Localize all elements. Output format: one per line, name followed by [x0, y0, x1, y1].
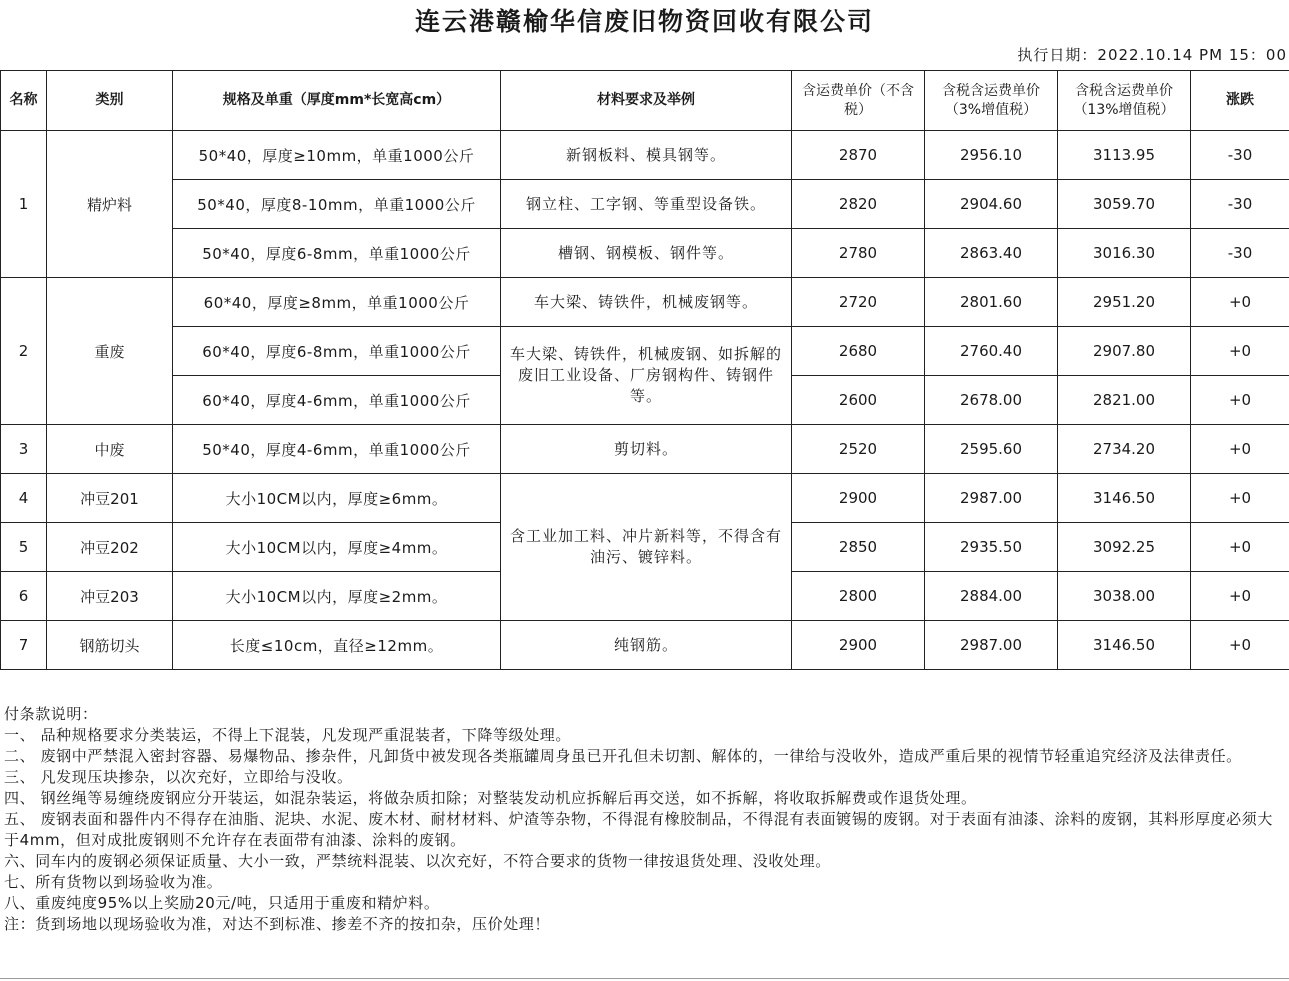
terms-heading: 付条款说明：: [4, 705, 98, 723]
row-price: 2780: [792, 229, 925, 278]
row-change: +0: [1191, 621, 1289, 670]
row-spec: 50*40，厚度6-8mm，单重1000公斤: [173, 229, 501, 278]
row-change: +0: [1191, 278, 1289, 327]
row-number: 3: [1, 425, 47, 474]
row-price-13pct: 3016.30: [1058, 229, 1191, 278]
row-number: 1: [1, 131, 47, 278]
terms-item: 四、 钢丝绳等易缠绕废钢应分开装运，如混杂装运，将做杂质扣除；对整装发动机应拆解后再交送，如不拆解，将收取拆解费或作退货处理。: [4, 789, 977, 807]
row-category: 冲豆203: [47, 572, 173, 621]
header-change: 涨跌: [1191, 71, 1289, 131]
row-material: 剪切料。: [501, 425, 792, 474]
row-price-3pct: 2760.40: [925, 327, 1058, 376]
row-price: 2720: [792, 278, 925, 327]
row-change: +0: [1191, 572, 1289, 621]
row-spec: 50*40，厚度8-10mm，单重1000公斤: [173, 180, 501, 229]
terms-item: 三、 凡发现压块掺杂，以次充好，立即给与没收。: [4, 768, 353, 786]
row-price: 2900: [792, 621, 925, 670]
row-price: 2800: [792, 572, 925, 621]
row-number: 7: [1, 621, 47, 670]
row-price-3pct: 2801.60: [925, 278, 1058, 327]
header-price: 含运费单价（不含税）: [792, 71, 925, 131]
row-price-13pct: 3113.95: [1058, 131, 1191, 180]
terms-item: 八、重废纯度95%以上奖励20元/吨，只适用于重废和精炉料。: [4, 894, 440, 912]
row-spec: 60*40，厚度6-8mm，单重1000公斤: [173, 327, 501, 376]
row-price: 2680: [792, 327, 925, 376]
row-category: 中废: [47, 425, 173, 474]
row-number: 5: [1, 523, 47, 572]
row-price-13pct: 2907.80: [1058, 327, 1191, 376]
row-price-3pct: 2884.00: [925, 572, 1058, 621]
row-change: -30: [1191, 229, 1289, 278]
bottom-divider: [0, 978, 1289, 979]
row-change: -30: [1191, 180, 1289, 229]
header-category: 类别: [47, 71, 173, 131]
row-category: 冲豆202: [47, 523, 173, 572]
terms-item: 五、 废钢表面和器件内不得存在油脂、泥块、水泥、废木材、耐材材料、炉渣等杂物，不得混有橡胶制品，不得混有表面镀锡的废钢。对于表面有油漆、涂料的废钢，其料形厚度必须大于4mm，但对成批废钢则不允许存在表面带有油漆、涂料的废钢。: [4, 810, 1273, 849]
row-price-13pct: 3092.25: [1058, 523, 1191, 572]
row-price-3pct: 2987.00: [925, 621, 1058, 670]
row-material: 纯钢筋。: [501, 621, 792, 670]
row-spec: 大小10CM以内，厚度≥4mm。: [173, 523, 501, 572]
row-material: 车大梁、铸铁件，机械废钢、如拆解的废旧工业设备、厂房钢构件、铸钢件等。: [501, 327, 792, 425]
header-price-3pct: 含税含运费单价（3%增值税）: [925, 71, 1058, 131]
table-row: [1, 131, 1289, 180]
row-material: 车大梁、铸铁件，机械废钢等。: [501, 278, 792, 327]
row-price-13pct: 3146.50: [1058, 621, 1191, 670]
row-change: -30: [1191, 131, 1289, 180]
table-header-row: [1, 71, 1289, 131]
row-change: +0: [1191, 327, 1289, 376]
row-number: 2: [1, 278, 47, 425]
row-change: +0: [1191, 425, 1289, 474]
row-category: 冲豆201: [47, 474, 173, 523]
terms-section: [4, 704, 1279, 935]
row-change: +0: [1191, 474, 1289, 523]
row-price: 2600: [792, 376, 925, 425]
row-price-3pct: 2595.60: [925, 425, 1058, 474]
row-category: 钢筋切头: [47, 621, 173, 670]
row-price: 2850: [792, 523, 925, 572]
row-material: 含工业加工料、冲片新料等，不得含有油污、镀锌料。: [501, 474, 792, 621]
row-material: 钢立柱、工字钢、等重型设备铁。: [501, 180, 792, 229]
row-spec: 60*40，厚度4-6mm，单重1000公斤: [173, 376, 501, 425]
table-row: [1, 621, 1289, 670]
table-row: [1, 327, 1289, 376]
row-price-3pct: 2935.50: [925, 523, 1058, 572]
header-price-13pct: 含税含运费单价（13%增值税）: [1058, 71, 1191, 131]
terms-item: 六、同车内的废钢必须保证质量、大小一致，严禁统料混装、以次充好，不符合要求的货物一律按退货处理、没收处理。: [4, 852, 831, 870]
price-table: [0, 70, 1289, 670]
row-spec: 50*40，厚度4-6mm，单重1000公斤: [173, 425, 501, 474]
header-material: 材料要求及举例: [501, 71, 792, 131]
row-spec: 大小10CM以内，厚度≥6mm。: [173, 474, 501, 523]
table-row: [1, 229, 1289, 278]
row-spec: 长度≤10cm，直径≥12mm。: [173, 621, 501, 670]
row-price-13pct: 3038.00: [1058, 572, 1191, 621]
row-price: 2520: [792, 425, 925, 474]
row-price-13pct: 3059.70: [1058, 180, 1191, 229]
row-price-3pct: 2987.00: [925, 474, 1058, 523]
row-price-13pct: 2951.20: [1058, 278, 1191, 327]
terms-item: 一、 品种规格要求分类装运，不得上下混装，凡发现严重混装者，下降等级处理。: [4, 726, 571, 744]
row-price: 2870: [792, 131, 925, 180]
table-row: [1, 278, 1289, 327]
row-change: +0: [1191, 376, 1289, 425]
row-number: 4: [1, 474, 47, 523]
company-title: 连云港赣榆华信废旧物资回收有限公司: [414, 7, 874, 36]
row-material: 槽钢、钢模板、钢件等。: [501, 229, 792, 278]
row-price: 2820: [792, 180, 925, 229]
row-material: 新钢板料、模具钢等。: [501, 131, 792, 180]
execution-date: 执行日期：2022.10.14 PM 15：00: [1017, 46, 1287, 64]
row-price-13pct: 2734.20: [1058, 425, 1191, 474]
header-name: 名称: [1, 71, 47, 131]
row-category: 重废: [47, 278, 173, 425]
row-spec: 50*40，厚度≥10mm，单重1000公斤: [173, 131, 501, 180]
terms-item: 二、 废钢中严禁混入密封容器、易爆物品、掺杂件，凡卸货中被发现各类瓶罐周身虽已开孔但未切割、解体的，一律给与没收外，造成严重后果的视情节轻重追究经济及法律责任。: [4, 747, 1242, 765]
row-price-3pct: 2863.40: [925, 229, 1058, 278]
row-price-3pct: 2956.10: [925, 131, 1058, 180]
terms-item: 七、所有货物以到场验收为准。: [4, 873, 223, 891]
table-row: [1, 180, 1289, 229]
row-price-3pct: 2904.60: [925, 180, 1058, 229]
row-spec: 大小10CM以内，厚度≥2mm。: [173, 572, 501, 621]
row-spec: 60*40，厚度≥8mm，单重1000公斤: [173, 278, 501, 327]
terms-note: 注：货到场地以现场验收为准，对达不到标准、掺差不齐的按扣杂，压价处理！: [4, 915, 551, 933]
row-price-3pct: 2678.00: [925, 376, 1058, 425]
header-spec: 规格及单重（厚度mm*长宽高cm）: [173, 71, 501, 131]
table-row: [1, 474, 1289, 523]
row-number: 6: [1, 572, 47, 621]
row-price-13pct: 3146.50: [1058, 474, 1191, 523]
row-change: +0: [1191, 523, 1289, 572]
row-category: 精炉料: [47, 131, 173, 278]
row-price: 2900: [792, 474, 925, 523]
row-price-13pct: 2821.00: [1058, 376, 1191, 425]
table-row: [1, 425, 1289, 474]
